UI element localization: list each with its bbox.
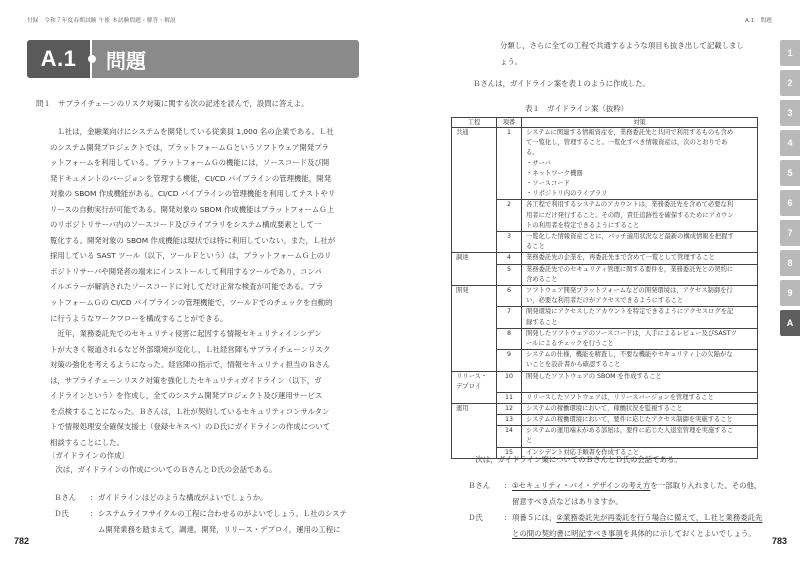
body-line: ットフォームＧの CI/CD パイプラインの管理機能で，ツールＦでのチェックを自動的 — [50, 298, 333, 308]
text-segment: 項番５には， — [512, 513, 557, 522]
measure-line: ・ネットワーク機器 — [526, 169, 583, 177]
underlined-phrase: ②業務委託先が再委託を行う場合に備えて，Ｌ社と業務委託先 — [556, 513, 763, 522]
table-row — [452, 414, 758, 425]
chapter-tab-2[interactable]: 2 — [780, 70, 800, 96]
table-row — [452, 264, 758, 285]
speaker — [468, 494, 504, 510]
measure-cell — [522, 328, 758, 349]
item-number: 5 — [497, 264, 522, 285]
dialogue-left — [54, 490, 394, 538]
utterance — [512, 510, 762, 526]
process-cell — [452, 253, 497, 264]
header-number: 項番 — [497, 118, 522, 128]
item-number: 11 — [497, 392, 522, 403]
body-line: イドラインという）を作成し，全てのシステム開発プロジェクト及び運用サービス — [50, 391, 323, 401]
colon — [504, 526, 512, 542]
measure-line: システムの稼働環境において，稼働状況を監視すること — [526, 404, 683, 412]
table-row — [452, 128, 758, 200]
body-line: 発ドキュメントのバージョンを管理する機能，CI/CD パイプラインの管理機能，開発 — [50, 173, 331, 183]
body-line: 覧化する。開発対象の SBOM 作成機能は現状では特に利用していない。また，Ｌ社が — [50, 235, 336, 245]
header-measure: 対策 — [522, 118, 758, 128]
measure-line: 開発したソフトウェアのソースコードは，人手によるレビュー及びSASTツ — [526, 329, 737, 337]
process-label: 調達 — [456, 254, 469, 262]
body-line: 対象の SBOM 作成機能がある。CI/CD パイプラインの管理機能を利用してテストやリ — [50, 189, 336, 199]
chapter-tab-6[interactable]: 6 — [780, 190, 800, 216]
measure-line: 開発したソフトウェアの SBOM を作成すること — [526, 372, 662, 380]
dialogue-line — [468, 478, 788, 494]
process-cell — [452, 128, 497, 200]
table-row — [452, 328, 758, 349]
item-number: 1 — [497, 128, 522, 200]
dialogue-right — [468, 478, 788, 542]
section-title: 問題 — [106, 48, 146, 73]
colon — [90, 522, 98, 538]
body-line: トで情報処理安全確保支援士（登録セキスペ）のＤ氏にガイドラインの作成について — [50, 422, 331, 432]
measure-line: システムの運用端末がある部屋は，要件に応じた入退室管理を実施するこ — [526, 427, 734, 435]
process-label: 共通 — [456, 129, 469, 136]
measure-cell — [522, 414, 758, 425]
chapter-tab-4[interactable]: 4 — [780, 130, 800, 156]
item-number: 9 — [497, 350, 522, 371]
body-line: ポジトリサーバや開発者の端末にインストールして利用するツールであり，コンパ — [50, 266, 322, 276]
table-row — [452, 286, 758, 307]
body-line: のリポジトリサーバ内のソースコード及びライブラリをシステム構成要素として一 — [50, 220, 322, 230]
table-caption: 表１ ガイドライン案（抜粋） — [525, 104, 629, 113]
chapter-tab-a[interactable]: A — [780, 310, 800, 336]
utterance: 留意すべき点などはありますか。 — [512, 497, 623, 506]
section-intro: 次は，ガイドラインの作成についてのＢさんとＤ氏の会話である。 — [48, 465, 277, 474]
body-line: Ｌ社は，金融業向けにシステムを開発している従業員 1,000 名の企業である。Ｌ社 — [50, 127, 334, 136]
body-line: は，サプライチェーンリスク対策を強化したセキュリティガイドライン（以下，ガ — [50, 375, 322, 385]
measure-line: ・ソースコード — [526, 180, 570, 188]
table-row — [452, 371, 758, 392]
table-row — [452, 232, 758, 253]
item-number: 3 — [497, 232, 522, 253]
process-cell — [452, 232, 497, 253]
measure-cell — [522, 264, 758, 285]
measure-line: トの利用者を特定できるようにすること — [526, 221, 640, 229]
item-number: 12 — [497, 403, 522, 414]
item-number: 6 — [497, 286, 522, 307]
section-title-bar — [92, 40, 359, 78]
table-row — [452, 350, 758, 371]
item-number: 15 — [497, 447, 522, 458]
measure-line: ソフトウェア開発プラットフォームなどの開発環境は，アクセス制御を行 — [526, 287, 733, 295]
measure-line: て一覧化し，管理すること。一覧化すべき情報資産は，次のとおりであ — [526, 139, 728, 147]
measure-cell — [522, 232, 758, 253]
section-heading: 〔ガイドラインの作成〕 — [48, 451, 129, 460]
measure-cell — [522, 286, 758, 307]
table-row — [452, 200, 758, 232]
section-banner — [27, 40, 359, 78]
item-number: 2 — [497, 200, 522, 232]
after-table-text: 次は，ガイドライン案についてのＢさんとＤ氏の会話である。 — [468, 455, 682, 464]
table-row — [452, 307, 758, 328]
item-number: 4 — [497, 253, 522, 264]
process-cell — [452, 200, 497, 232]
measure-line: 一覧化した情報資産ごとに，パッチ適用状況など最新の構成情報を把握す — [526, 233, 734, 241]
measure-cell — [522, 307, 758, 328]
speaker: Ｄ氏 — [54, 509, 69, 518]
colon: ： — [90, 509, 98, 518]
process-cell — [452, 264, 497, 285]
measure-line: 開発環境にアクセスしたアカウントを特定できるようにアクセスログを記 — [526, 308, 734, 316]
measure-line: システムに関連する情報資産を，業務委託先と共同で利用するものも含め — [526, 129, 734, 136]
utterance: ガイドラインはどのような構成がよいでしょうか。 — [98, 493, 268, 502]
table-row — [452, 426, 758, 447]
process-cell — [452, 350, 497, 371]
process-label: デプロイ — [456, 382, 481, 390]
process-cell — [452, 307, 497, 328]
measure-line: リリースしたソフトウェアは，リリースバージョンを管理すること — [526, 393, 714, 401]
chapter-tab-1[interactable]: 1 — [780, 40, 800, 66]
body-line: リースの自動実行が可能である。開発対象の SBOM 作成機能はプラットフォームＧ上 — [50, 204, 335, 214]
utterance — [512, 526, 756, 542]
chapter-tab-9[interactable]: 9 — [780, 280, 800, 306]
page-number-left: 782 — [14, 536, 30, 546]
dialogue-line — [54, 506, 394, 522]
body-line: 分類し，さらに全ての工程で共通するような項目も抜き出して記載しまし — [500, 41, 744, 50]
body-line: トが大きく報道されるなど外部環境が変化し，Ｌ社経営陣もサプライチェーンリスク — [50, 344, 331, 354]
measure-line: 各工程で利用するシステムのアカウントは，業務委託先を含めて必要な利 — [526, 201, 734, 209]
measure-cell — [522, 350, 758, 371]
colon: ： — [504, 513, 512, 522]
chapter-tab-5[interactable]: 5 — [780, 160, 800, 186]
speaker — [468, 526, 504, 542]
speaker — [54, 522, 90, 538]
running-head: 付録 令和７年度春期試験 午後 本試験問題・解答・解説 — [27, 18, 176, 24]
body-line: 採用している SAST ツール（以下，ツールＦという）は，プラットフォームＧ上のリ — [50, 251, 332, 261]
body-line: を点検することになった。Ｂさんは，Ｌ社が契約しているセキュリティコンサルタン — [50, 406, 330, 416]
body-line: イルエラーが解消されたソースコードに対してだけ正常な検査が可能である。プラ — [50, 282, 324, 292]
colon: ： — [504, 481, 512, 490]
body-line: に行うようなワークフローを構成することができる。 — [50, 313, 228, 323]
dialogue-line — [54, 490, 394, 506]
speaker: Ｄ氏 — [468, 513, 483, 522]
body-line: 対策の強化を考えるようになった。経営陣の指示で，情報セキュリティ担当のＢさん — [50, 360, 330, 370]
chapter-tab-7[interactable]: 7 — [780, 220, 800, 246]
header-process: 工程 — [452, 118, 497, 128]
utterance: システムライフサイクルの工程に合わせるのがよいでしょう。Ｌ社のシステ — [98, 509, 347, 518]
table-intro: Ｂさんは，ガイドライン案を表１のように作成した。 — [473, 79, 650, 88]
item-number: 13 — [497, 414, 522, 425]
measure-cell — [522, 403, 758, 414]
measure-cell — [522, 392, 758, 403]
section-number: A.1 — [27, 40, 90, 78]
measure-line: と — [526, 437, 533, 445]
item-number: 10 — [497, 371, 522, 392]
measure-line: 業務委託先でのセキュリティ管理に関する要件を，業務委託先との契約に — [526, 265, 734, 273]
measure-line: システムの仕様，機能を精査し，不要な機能やセキュリティ上の欠陥がな — [526, 351, 733, 359]
process-cell — [452, 328, 497, 349]
measure-line: システムの稼働環境において，要件に応じたアクセス制御を実施すること — [526, 415, 733, 423]
measure-cell — [522, 200, 758, 232]
process-cell — [452, 371, 497, 392]
measure-line: る。 — [526, 149, 539, 157]
measure-line: ・サーバ — [526, 159, 551, 167]
dialogue-line — [468, 510, 788, 526]
measure-line: 録すること — [526, 318, 558, 326]
process-label: 開発 — [456, 287, 469, 295]
chapter-tab-8[interactable]: 8 — [780, 250, 800, 276]
speaker: Ｂさん — [54, 493, 77, 502]
measure-line: ること — [526, 243, 545, 251]
measure-cell — [522, 371, 758, 392]
dialogue-line — [54, 522, 394, 538]
text-segment: を一部取り入れました。その他， — [650, 481, 762, 490]
guideline-table — [451, 117, 758, 459]
question-heading: 問１ サプライチェーンのリスク対策に関する次の記述を読んで，設問に答えよ。 — [36, 99, 309, 108]
table-row — [452, 253, 758, 264]
measure-line: 用者にだけ発行すること。その際，責任追跡性を確保するためにアカウン — [526, 211, 734, 219]
process-cell — [452, 426, 497, 447]
speaker: Ｂさん — [468, 481, 491, 490]
process-cell — [452, 414, 497, 425]
measure-line: いことを設計書から確認すること — [526, 361, 621, 369]
measure-line: ・リポジトリ内のライブラリ — [526, 190, 608, 198]
page-number-right: 783 — [772, 536, 788, 546]
measure-cell — [522, 128, 758, 200]
measure-line: 含めること — [526, 275, 558, 283]
chapter-tabs — [780, 40, 800, 340]
process-label: リリース・ — [456, 372, 488, 380]
running-head-right: A.1 問題 — [745, 18, 773, 24]
right-page — [400, 0, 800, 567]
body-line: のシステム開発プロジェクトでは，プラットフォームＧというソフトウェア開発プラ — [50, 142, 329, 152]
process-label: 運用 — [456, 404, 469, 412]
body-line: ょう。 — [500, 56, 523, 66]
dialogue-line — [468, 494, 788, 510]
body-line: 相談することにした。 — [50, 437, 124, 447]
continued-text — [500, 38, 780, 69]
measure-cell — [522, 426, 758, 447]
table-header-row — [452, 118, 758, 128]
table-row — [452, 403, 758, 414]
measure-line: ールによるチェックを行うこと — [526, 340, 614, 348]
measure-cell — [522, 253, 758, 264]
underlined-phrase: ①セキュリティ・バイ・デザインの考え方 — [512, 481, 651, 490]
text-segment: を具体的に示しておくとよいでしょう。 — [622, 529, 756, 538]
item-number: 14 — [497, 426, 522, 447]
measure-line: い，必要な利用者だけがアクセスできるようにすること — [526, 297, 684, 305]
colon — [504, 494, 512, 510]
body-line: 近年，業務委託先でのセキュリティ侵害に起因する情報セキュリティインシデン — [50, 329, 322, 339]
chapter-tab-3[interactable]: 3 — [780, 100, 800, 126]
measure-line: 業務委託先の企業を，再委託先まで含めて一覧として管理すること — [526, 254, 715, 262]
dialogue-line — [468, 526, 788, 542]
table-row — [452, 392, 758, 403]
process-cell — [452, 392, 497, 403]
colon: ： — [90, 493, 98, 502]
banner-dot-icon — [88, 55, 96, 63]
utterance — [512, 478, 761, 494]
item-number: 8 — [497, 328, 522, 349]
utterance: ム開発業務を踏まえて，調達，開発，リリース・デプロイ，運用の工程に — [98, 525, 341, 534]
measure-line: インシデント対応手順書を作成すること — [526, 448, 640, 456]
body-line: ットフォームを利用している。プラットフォームＧの機能には，ソースコード及び開 — [50, 158, 330, 168]
item-number: 7 — [497, 307, 522, 328]
underlined-phrase: との間の契約書に明記すべき事項 — [512, 529, 623, 538]
process-cell — [452, 286, 497, 307]
question-body — [50, 124, 390, 450]
process-cell — [452, 403, 497, 414]
